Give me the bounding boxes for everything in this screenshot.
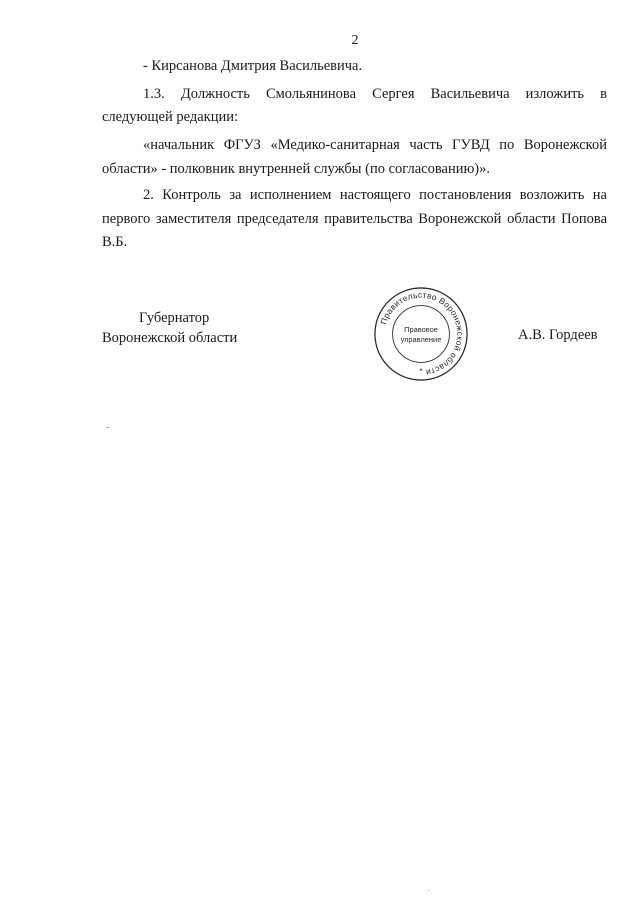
signer-name: А.В. Гордеев xyxy=(518,327,598,343)
official-seal-stamp xyxy=(372,285,470,383)
signer-title-line2: Воронежской области xyxy=(102,330,238,346)
svg-text:*: * xyxy=(419,367,423,377)
paragraph-new-position: «начальник ФГУЗ «Медико-санитарная часть ГУВД по Воронежской области» - полковник внутренней службы (по согласованию)». xyxy=(102,137,607,177)
page-number: 2 xyxy=(351,33,359,48)
paragraph-control: 2. Контроль за исполнением настоящего постановления возложить на первого заместителя председателя правительства Воронежской области Попова В.Б. xyxy=(102,187,607,250)
svg-text:управление: управление xyxy=(400,334,442,344)
paragraph-1-3-line2: следующей редакции: xyxy=(102,109,239,125)
svg-text:Правительство Воронежской обла: Правительство Воронежской области xyxy=(378,289,466,378)
svg-text:Правовое: Правовое xyxy=(404,325,438,335)
signer-title-line1: Губернатор xyxy=(139,310,210,326)
paragraph-kirsanov: - Кирсанова Дмитрия Васильевича. xyxy=(143,58,363,74)
signer-title xyxy=(102,308,272,348)
paragraph-1-3-line1: 1.3. Должность Смольянинова Сергея Васильевича изложить в xyxy=(143,86,607,102)
scan-artifact-dot: . xyxy=(428,884,430,893)
scan-artifact-mark: - xyxy=(106,422,110,433)
